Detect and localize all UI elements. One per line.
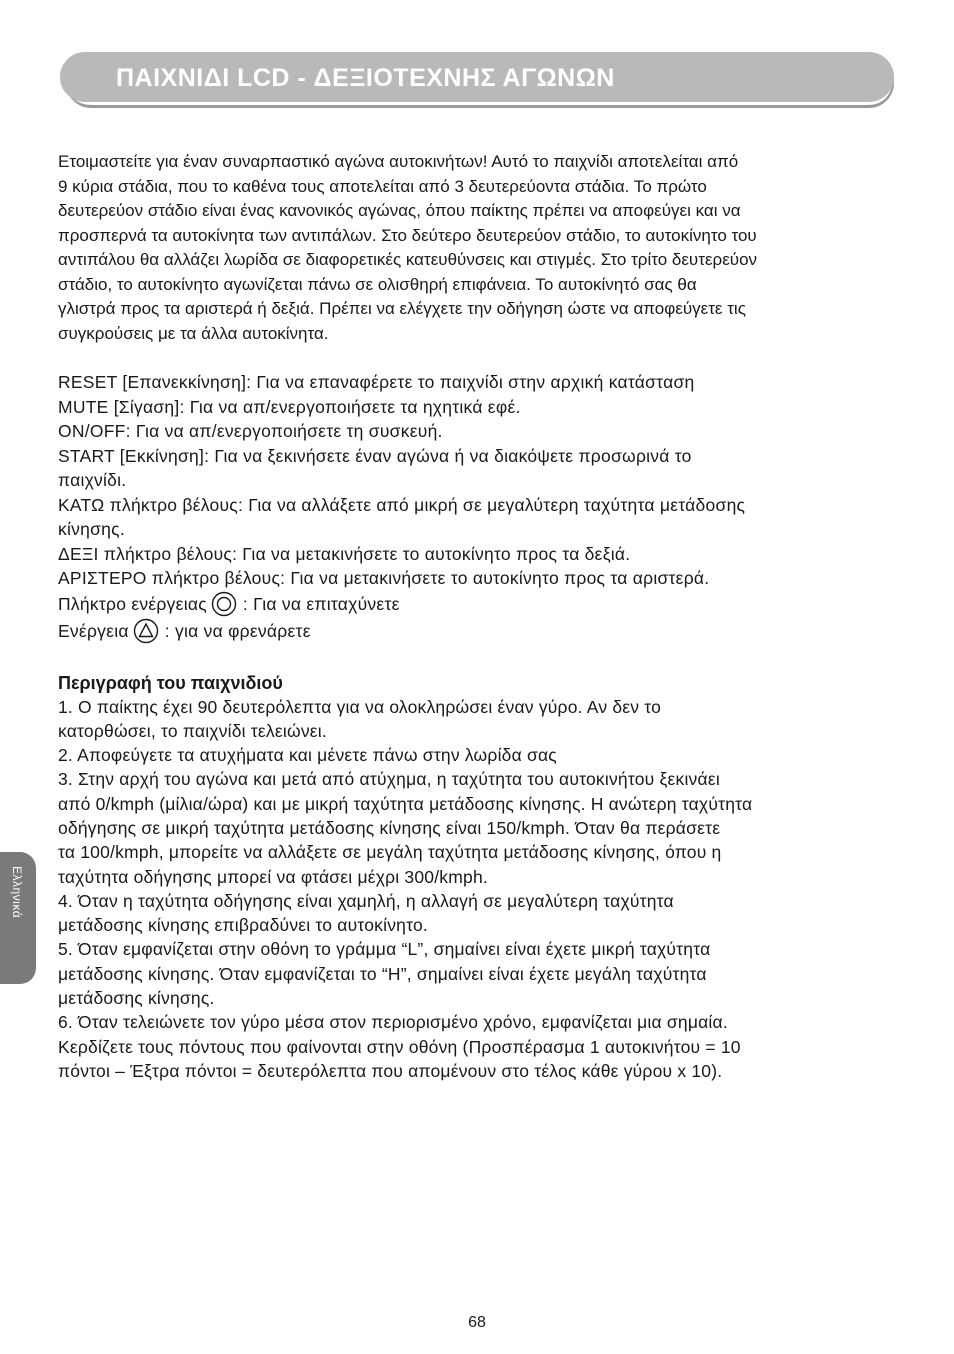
intro-line: προσπερνά τα αυτοκίνητα των αντιπάλων. Στο δεύτερο δευτερεύον στάδιο, το αυτοκίνητο του bbox=[58, 225, 757, 245]
intro-line: 9 κύρια στάδια, που το καθένα τους αποτελείται από 3 δευτερεύοντα στάδια. Το πρώτο bbox=[58, 176, 707, 196]
control-mute: MUTE [Σίγαση]: Για να απ/ενεργοποιήσετε τα ηχητικά εφέ. bbox=[58, 396, 521, 417]
description-title: Περιγραφή του παιχνιδιού bbox=[58, 672, 283, 693]
page-title: ΠΑΙΧΝΙΔΙ LCD - ΔΕΞΙΟΤΕΧΝΗΣ ΑΓΩΝΩΝ bbox=[116, 64, 615, 92]
language-tab-label: Ελληνικά bbox=[10, 866, 24, 919]
intro-line: αντιπάλου θα αλλάζει λωρίδα σε διαφορετικές κατευθύνσεις και στιγμές. Στο τρίτο δευτερεύον bbox=[58, 250, 758, 269]
description-line: μετάδοσης κίνησης επιβραδύνει το αυτοκίνητο. bbox=[58, 915, 428, 936]
control-down-line: κίνησης. bbox=[58, 519, 125, 539]
description-line: μετάδοσης κίνησης. bbox=[58, 988, 215, 1009]
triangle-button-icon bbox=[133, 618, 159, 644]
description-line: μετάδοσης κίνησης. Όταν εμφανίζεται το “H”, σημαίνει είναι έχετε μεγάλη ταχύτητα bbox=[58, 963, 707, 984]
description-line: πόντοι – Έξτρα πόντοι = δευτερόλεπτα που απομένουν στο τέλος κάθε γύρου x 10). bbox=[58, 1060, 723, 1081]
control-brake bbox=[58, 618, 898, 645]
language-side-tab bbox=[0, 852, 36, 984]
description-line: 6. Όταν τελειώνετε τον γύρο μέσα στον περιορισμένο χρόνο, εμφανίζεται μια σημαία. bbox=[58, 1012, 728, 1033]
control-onoff: ON/OFF: Για να απ/ενεργοποιήσετε τη συσκευή. bbox=[58, 421, 443, 441]
control-reset: RESET [Επανεκκίνηση]: Για να επαναφέρετε το παιχνίδι στην αρχική κατάσταση bbox=[58, 372, 695, 392]
control-start-line: START [Εκκίνηση]: Για να ξεκινήσετε έναν αγώνα ή να διακόψετε προσωρινά το bbox=[58, 445, 692, 466]
circle-button-icon bbox=[211, 591, 237, 617]
intro-line: γλιστρά προς τα αριστερά ή δεξιά. Πρέπει να ελέγχετε την οδήγηση ώστε να αποφεύγετε τις bbox=[58, 299, 746, 318]
intro-line: στάδιο, το αυτοκίνητο αγωνίζεται πάνω σε ολισθηρή επιφάνεια. Το αυτοκίνητό σας θα bbox=[58, 274, 697, 294]
page-content bbox=[58, 150, 898, 1083]
control-right: ΔΕΞΙ πλήκτρο βέλους: Για να μετακινήσετε το αυτοκίνητο προς τα δεξιά. bbox=[58, 543, 631, 564]
description-line: 1. Ο παίκτης έχει 90 δευτερόλεπτα για να ολοκληρώσει έναν γύρο. Αν δεν το bbox=[58, 696, 662, 717]
page-number: 68 bbox=[468, 1314, 486, 1331]
page-header bbox=[60, 52, 896, 108]
intro-line: δευτερεύον στάδιο είναι ένας κανονικός αγώνας, όπου παίκτης πρέπει να αποφεύγει και να bbox=[58, 201, 741, 220]
control-down-line: ΚΑΤΩ πλήκτρο βέλους: Για να αλλάξετε από μικρή σε μεγαλύτερη ταχύτητα μετάδοσης bbox=[58, 494, 746, 515]
description-line: 5. Όταν εμφανίζεται στην οθόνη το γράμμα “L”, σημαίνει είναι έχετε μικρή ταχύτητα bbox=[58, 939, 711, 960]
control-brake-label: Ενέργεια bbox=[58, 620, 129, 641]
description-line: 4. Όταν η ταχύτητα οδήγησης είναι χαμηλή, η αλλαγή σε μεγαλύτερη ταχύτητα bbox=[58, 890, 674, 911]
description-line: 3. Στην αρχή του αγώνα και μετά από ατύχημα, η ταχύτητα του αυτοκινήτου ξεκινάει bbox=[58, 769, 720, 790]
control-down bbox=[58, 493, 898, 542]
control-start bbox=[58, 444, 898, 493]
control-start-line: παιχνίδι. bbox=[58, 470, 127, 490]
description-line: 2. Αποφεύγετε τα ατυχήματα και μένετε πάνω στην λωρίδα σας bbox=[58, 745, 557, 766]
description-line: ταχύτητα οδήγησης μπορεί να φτάσει μέχρι 300/kmph. bbox=[58, 866, 488, 887]
description-line: Κερδίζετε τους πόντους που φαίνονται στην οθόνη (Προσπέρασμα 1 αυτοκινήτου = 10 bbox=[58, 1036, 741, 1057]
control-action-label: Πλήκτρο ενέργειας bbox=[58, 593, 207, 614]
description-line: οδήγησης σε μικρή ταχύτητα μετάδοσης κίνησης είναι 150/kmph. Όταν θα περάσετε bbox=[58, 817, 721, 838]
intro-paragraph bbox=[58, 150, 898, 346]
intro-line: Ετοιμαστείτε για έναν συναρπαστικό αγώνα αυτοκινήτων! Αυτό το παιχνίδι αποτελείται από bbox=[58, 152, 739, 171]
control-action bbox=[58, 591, 898, 618]
description-line: κατορθώσει, το παιχνίδι τελειώνει. bbox=[58, 720, 327, 741]
description-list bbox=[58, 695, 898, 1084]
controls-list bbox=[58, 370, 898, 645]
intro-line: συγκρούσεις με τα άλλα αυτοκίνητα. bbox=[58, 323, 329, 343]
description-line: τα 100/kmph, μπορείτε να αλλάξετε σε μεγάλη ταχύτητα μετάδοσης κίνησης, όπου η bbox=[58, 842, 722, 863]
control-brake-text: : για να φρενάρετε bbox=[164, 620, 311, 641]
control-action-text: : Για να επιταχύνετε bbox=[242, 593, 400, 614]
control-left: ΑΡΙΣΤΕΡΟ πλήκτρο βέλους: Για να μετακινήσετε το αυτοκίνητο προς τα αριστερά. bbox=[58, 568, 710, 588]
description-line: από 0/kmph (μίλια/ώρα) και με μικρή ταχύτητα μετάδοσης κίνησης. Η ανώτερη ταχύτητα bbox=[58, 793, 753, 814]
